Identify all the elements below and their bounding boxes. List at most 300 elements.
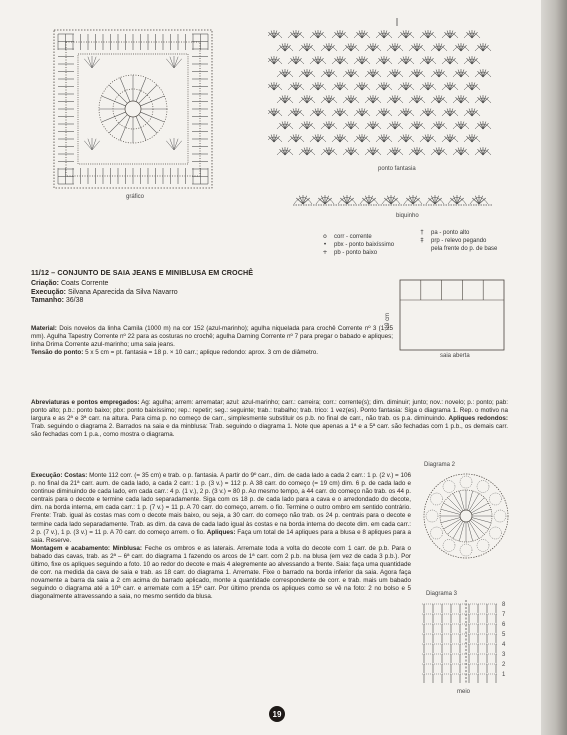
montagem-label: Montagem e acabamento: Minblusa: xyxy=(31,544,142,552)
pattern-mark xyxy=(329,44,332,51)
pattern-mark xyxy=(88,139,92,150)
pattern-mark xyxy=(457,196,461,204)
stitch-legend-right xyxy=(417,229,497,253)
pattern-mark xyxy=(326,122,329,129)
pattern-mark xyxy=(461,96,464,103)
pattern-mark xyxy=(392,70,395,77)
pattern-mark xyxy=(413,198,420,204)
pattern-mark xyxy=(369,196,373,204)
pattern-mark xyxy=(299,196,303,204)
abbrev-text: Ag: agulha; arrem: arrematar; azul: azul-marinho; carr.: carreira; corr.: corrente(s); dim. diminuir; junto; nov.: novelo; p.: ponto; pab: ponto alto; p.b.: ponto baixo; pbx: ponto baixíssimo; rep.: repetir; seg.: seguinte; trab.: trabalho; trab. trico: 1 vez(es). Ponto fantasia: Siga o diagrama 1. Rep. o motivo na largura e as 2ª e 3ª carr. na altura. Para cima p. no começo de carr., simplesmente substituir os p.b. no final de carr., não trab. os p.a. diminuindo. xyxy=(31,399,509,423)
pattern-mark xyxy=(453,196,457,204)
pattern-mark xyxy=(431,493,443,505)
pattern-mark xyxy=(384,109,387,116)
pattern-mark xyxy=(362,198,369,204)
pattern-mark xyxy=(413,196,417,204)
legend-label: pela frente do p. de base xyxy=(431,246,498,252)
pattern-mark xyxy=(340,31,343,38)
pattern-mark xyxy=(174,59,182,68)
pattern-mark xyxy=(447,135,450,142)
pattern-mark xyxy=(370,44,373,51)
meta-value: 36/38 xyxy=(63,297,84,305)
pattern-mark xyxy=(436,70,439,77)
pattern-mark xyxy=(450,109,453,116)
edging-caption: biquinho xyxy=(396,213,419,219)
pattern-mark xyxy=(340,57,343,64)
pattern-mark xyxy=(439,148,442,155)
legend-symbol: • xyxy=(323,241,327,248)
pattern-mark xyxy=(373,70,376,77)
pattern-mark xyxy=(439,70,442,77)
pattern-mark xyxy=(472,198,479,204)
pattern-mark xyxy=(483,96,486,103)
pattern-mark xyxy=(472,509,491,514)
pattern-mark xyxy=(174,139,178,150)
pattern-mark xyxy=(479,198,486,204)
pattern-mark xyxy=(271,109,274,116)
pattern-mark xyxy=(362,83,365,90)
legend-symbol: ‡ xyxy=(420,237,424,244)
pattern-mark xyxy=(359,31,362,38)
pattern-mark xyxy=(477,481,489,493)
materials-label: Material: xyxy=(31,325,57,332)
pattern-mark xyxy=(436,96,439,103)
pattern-mark xyxy=(304,44,307,51)
article-meta xyxy=(31,280,178,306)
pattern-mark xyxy=(392,44,395,51)
pattern-mark xyxy=(348,96,351,103)
pattern-mark xyxy=(304,96,307,103)
pattern-mark xyxy=(348,70,351,77)
pattern-mark xyxy=(443,539,455,551)
pattern-mark xyxy=(315,83,318,90)
page-binding-edge xyxy=(541,0,567,735)
pattern-mark xyxy=(370,148,373,155)
pattern-mark xyxy=(84,59,92,68)
pattern-mark xyxy=(139,85,157,103)
pattern-mark xyxy=(102,96,126,106)
diagram3-row-number: 4 xyxy=(502,642,506,648)
pattern-mark xyxy=(494,510,506,522)
diagram3-row-number: 7 xyxy=(502,612,506,618)
pattern-mark xyxy=(307,70,310,77)
pattern-mark xyxy=(307,122,310,129)
pattern-mark xyxy=(392,148,395,155)
pattern-mark xyxy=(329,122,332,129)
pattern-mark xyxy=(359,83,362,90)
skirt-measure: 19 cm xyxy=(385,312,392,330)
pattern-mark xyxy=(480,122,483,129)
pattern-mark xyxy=(362,57,365,64)
pattern-mark xyxy=(285,96,288,103)
pattern-mark xyxy=(274,83,277,90)
pattern-mark xyxy=(92,59,100,68)
pattern-mark xyxy=(285,148,288,155)
pattern-mark xyxy=(428,57,431,64)
pattern-mark xyxy=(426,510,438,522)
diagram3-row-number: 3 xyxy=(502,652,506,658)
pattern-mark xyxy=(458,44,461,51)
legend-label: corr - corrente xyxy=(334,234,372,240)
pattern-mark xyxy=(84,141,92,150)
pattern-mark xyxy=(489,493,501,505)
pattern-mark xyxy=(92,139,96,150)
pattern-mark xyxy=(387,196,391,204)
pattern-mark xyxy=(436,122,439,129)
pattern-mark xyxy=(384,135,387,142)
pattern-mark xyxy=(274,135,277,142)
pattern-mark xyxy=(359,135,362,142)
pattern-mark xyxy=(362,31,365,38)
pattern-mark xyxy=(351,70,354,77)
diagram3-row-number: 1 xyxy=(502,672,506,678)
pattern-mark xyxy=(475,196,479,204)
pattern-mark xyxy=(403,109,406,116)
pattern-mark xyxy=(441,509,460,514)
abbrev-label: Abreviaturas e pontos empregados: xyxy=(31,399,140,406)
pattern-mark xyxy=(296,135,299,142)
pattern-mark xyxy=(477,539,489,551)
meta-row xyxy=(31,280,178,289)
pattern-mark xyxy=(282,96,285,103)
pattern-mark xyxy=(409,196,413,204)
pattern-mark xyxy=(303,196,307,204)
pattern-mark xyxy=(307,44,310,51)
abbrev-paragraph xyxy=(31,399,508,439)
pattern-mark xyxy=(428,198,435,204)
pattern-mark xyxy=(472,109,475,116)
pattern-mark xyxy=(468,491,473,510)
pattern-mark xyxy=(340,83,343,90)
pattern-mark xyxy=(439,44,442,51)
pattern-mark xyxy=(315,109,318,116)
pattern-mark xyxy=(139,115,157,133)
legend-row xyxy=(320,241,394,249)
pattern-mark xyxy=(469,83,472,90)
pattern-mark xyxy=(472,31,475,38)
pattern-mark xyxy=(293,31,296,38)
pattern-mark xyxy=(337,31,340,38)
diagram3-row-number: 8 xyxy=(502,602,506,608)
pattern-mark xyxy=(425,57,428,64)
pattern-mark xyxy=(315,57,318,64)
pattern-mark xyxy=(428,31,431,38)
article-body xyxy=(31,325,393,357)
apliques-text: Trab. seguindo o diagrama 2. Barrados na saia e da minblusa: Trab. seguindo o diagrama 1. Note que apenas a 1ª e a 5ª carr. são fechadas com 1 p.b., os demais carr. são fechadas com 1 p.a., como mostra o diagrama. xyxy=(31,423,508,439)
pattern-mark xyxy=(293,135,296,142)
legend-row xyxy=(417,245,497,253)
pattern-mark xyxy=(450,31,453,38)
pattern-mark xyxy=(450,57,453,64)
pattern-mark xyxy=(318,57,321,64)
round-motif-diagram xyxy=(420,470,512,562)
pattern-mark xyxy=(425,31,428,38)
pattern-mark xyxy=(337,109,340,116)
pattern-mark xyxy=(88,57,92,68)
pattern-mark xyxy=(447,109,450,116)
pattern-mark xyxy=(370,96,373,103)
pattern-mark xyxy=(461,148,464,155)
pattern-mark xyxy=(271,57,274,64)
pattern-mark xyxy=(417,148,420,155)
pattern-mark xyxy=(373,148,376,155)
pattern-mark xyxy=(458,70,461,77)
pattern-mark xyxy=(391,196,395,204)
pattern-mark xyxy=(326,44,329,51)
pattern-mark xyxy=(274,31,277,38)
pattern-mark xyxy=(431,196,435,204)
pattern-mark xyxy=(414,70,417,77)
pattern-mark xyxy=(285,122,288,129)
pattern-mark xyxy=(381,31,384,38)
legend-symbol: † xyxy=(420,229,424,236)
pattern-mark xyxy=(489,527,501,539)
pattern-mark xyxy=(318,109,321,116)
pattern-mark xyxy=(384,198,391,204)
pattern-mark xyxy=(435,196,439,204)
pattern-mark xyxy=(395,148,398,155)
legend-label: prp - relevo pegando xyxy=(431,238,487,244)
meta-value: Coats Corrente xyxy=(59,280,109,287)
pattern-mark xyxy=(392,122,395,129)
pattern-mark xyxy=(395,70,398,77)
pattern-mark xyxy=(457,198,464,204)
article-body-narrow xyxy=(31,472,411,602)
pattern-mark xyxy=(303,198,310,204)
execution-label: Execução: Costas: xyxy=(31,472,88,479)
pattern-mark xyxy=(468,522,473,541)
pattern-mark xyxy=(428,109,431,116)
stitch-pattern-diagram xyxy=(268,18,494,162)
pattern-mark xyxy=(120,78,130,102)
pattern-mark xyxy=(325,198,332,204)
pattern-mark xyxy=(469,57,472,64)
pattern-mark xyxy=(439,122,442,129)
pattern-mark xyxy=(406,109,409,116)
pattern-mark xyxy=(472,518,491,523)
pattern-mark xyxy=(458,148,461,155)
pattern-mark xyxy=(483,70,486,77)
pattern-mark xyxy=(417,44,420,51)
pattern-mark xyxy=(406,83,409,90)
pattern-mark xyxy=(392,96,395,103)
pattern-mark xyxy=(285,70,288,77)
pattern-mark xyxy=(285,44,288,51)
legend-row xyxy=(320,249,394,257)
pattern-mark xyxy=(348,122,351,129)
pattern-mark xyxy=(307,96,310,103)
pattern-mark xyxy=(347,198,354,204)
diagram3-bottom-label: meio xyxy=(457,689,471,695)
pattern-mark xyxy=(362,109,365,116)
pattern-mark xyxy=(459,522,464,541)
pattern-mark xyxy=(325,196,329,204)
pattern-mark xyxy=(460,476,472,488)
pattern-mark xyxy=(395,96,398,103)
pattern-mark xyxy=(450,198,457,204)
pattern-mark xyxy=(315,135,318,142)
pattern-mark xyxy=(460,544,472,556)
legend-label: pb - ponto baixo xyxy=(334,250,378,256)
pattern-mark xyxy=(274,57,277,64)
pattern-mark xyxy=(436,148,439,155)
pattern-mark xyxy=(469,31,472,38)
pattern-mark xyxy=(109,115,127,133)
pattern-mark xyxy=(318,31,321,38)
pattern-mark xyxy=(414,122,417,129)
pattern-mark xyxy=(384,31,387,38)
pattern-mark xyxy=(403,135,406,142)
legend-row xyxy=(417,229,497,237)
meta-value: Silvana Aparecida da Silva Navarro xyxy=(66,288,178,296)
pattern-mark xyxy=(381,57,384,64)
pattern-mark xyxy=(109,85,127,103)
page-number: 19 xyxy=(269,706,285,722)
pattern-mark xyxy=(362,135,365,142)
meta-row xyxy=(31,289,178,298)
montagem-text: Feche os ombros e as laterais. Arremate toda a volta do decote com 1 carr. de p.b. Para o babado das cavas, trab. as 2ª – 6ª carr. do diagrama 1 fazendo os arcos de 1ª carr. com 2 p.b. na blusa (em vez de cada 3 p.b.). Por último, fixe os apliques seguindo a foto. 10 ao redor do decote e mais 4 alegremente ao alvessando a frente. Saia: faça uma quantidade de corr. na medida da cava de saia e trab. as 18 carr. do diagrama 1. Arremate. Fixe o barrado na borda inferior da saia. Agora faça novamente a barra da saia a 2 cm acima do barrado aplicado, monte a quantidade correspondente de corr. e trab. mais um babado seguindo o diagrama até a 10ª carr. e arremate com a 15ª carr. Por último prenda os apliques como se vê na foto: 2 no bolso e 5 diagonalmente atravessando a saia, no mesmo sentido da blusa. xyxy=(31,544,411,601)
tension-text: 5 x 5 cm = pt. fantasia = 18 p. × 10 carr.; aplique redondo: aprox. 3 cm de diâmetro. xyxy=(83,349,319,357)
pattern-mark xyxy=(479,196,483,204)
pattern-mark xyxy=(480,96,483,103)
pattern-mark xyxy=(381,109,384,116)
pattern-mark xyxy=(406,198,413,204)
pattern-mark xyxy=(365,196,369,204)
pattern-mark xyxy=(326,70,329,77)
pattern-mark xyxy=(282,44,285,51)
pattern-mark xyxy=(337,57,340,64)
tension-paragraph xyxy=(31,349,393,357)
pattern-mark xyxy=(450,83,453,90)
pattern-mark xyxy=(417,96,420,103)
pattern-mark xyxy=(461,122,464,129)
pattern-mark xyxy=(403,31,406,38)
graph-caption: gráfico xyxy=(126,194,145,200)
pattern-mark xyxy=(326,96,329,103)
stitch-pattern-caption: ponto fantasia xyxy=(378,166,416,172)
pattern-mark xyxy=(469,109,472,116)
article-body-wide xyxy=(31,399,508,439)
pattern-mark xyxy=(174,141,182,150)
pattern-mark xyxy=(271,31,274,38)
apliques2-label: Apliques: xyxy=(206,528,236,536)
legend-label: pbx - ponto baixíssimo xyxy=(334,242,395,248)
pattern-mark xyxy=(391,198,398,204)
materials-text: Dois novelos da linha Camila (1000 m) na cor 152 (azul-marinho); agulha niquelada para crochê Corrente nº 3 (1,25 mm). Agulha Tapestry Corrente nº 22 para as costuras no crochê; agulha Darning Corrente nº 7 para pregar o babado e apliques; linha Drima Corrente azul-marinho; uma saia jeans. xyxy=(31,325,393,349)
pattern-mark xyxy=(296,31,299,38)
pattern-mark xyxy=(370,122,373,129)
pattern-mark xyxy=(304,70,307,77)
pattern-mark xyxy=(406,135,409,142)
pattern-mark xyxy=(271,83,274,90)
pattern-mark xyxy=(370,70,373,77)
pattern-mark xyxy=(373,122,376,129)
pattern-mark xyxy=(337,83,340,90)
pattern-mark xyxy=(293,109,296,116)
pattern-mark xyxy=(282,70,285,77)
diagram3-row-number: 5 xyxy=(502,632,506,638)
legend-row xyxy=(320,233,394,241)
pattern-mark xyxy=(351,96,354,103)
pattern-mark xyxy=(384,83,387,90)
pattern-mark xyxy=(459,491,464,510)
pattern-mark xyxy=(373,96,376,103)
pattern-mark xyxy=(436,44,439,51)
pattern-mark xyxy=(359,57,362,64)
pattern-mark xyxy=(480,148,483,155)
pattern-mark xyxy=(318,83,321,90)
pattern-mark xyxy=(340,109,343,116)
pattern-mark xyxy=(140,112,164,122)
meta-label: Criação: xyxy=(31,280,60,287)
pattern-mark xyxy=(293,83,296,90)
pattern-mark xyxy=(406,57,409,64)
pattern-mark xyxy=(315,31,318,38)
legend-label: pa - ponto alto xyxy=(431,230,470,236)
execution-paragraph xyxy=(31,472,411,545)
pattern-mark xyxy=(348,44,351,51)
diagram2-caption: Diagrama 2 xyxy=(424,462,456,468)
meta-row xyxy=(31,297,178,306)
execution-text: Monte 112 corr. (= 35 cm) e trab. o p. fantasia. A partir do 9º carr., dim. de cada lado a cada 2 carr.: 1 p. (2 v.) = 106 p. no final da 21ª carr. aum. de cada lado, a cada 2 carr.: 1 p. (3 v.) = 112 p. A 38 carr. do começo (= 19 cm) dim. 6 p. de cada lado e continue diminuindo de cada lado, em cada carr.: 4 p. (1 v.), 2 p. (3 v.) = 80 p. Ao mesmo tempo, a 44 carr. do começo não trab. os 44 p. centrais para o decote e termine cada lado separadamente. Siga com os 18 p. de cada lado para a cava e o arredondado do decote, dim. na borda interna, em cada carr.: 1 p. (7 v.) = 11 p. A 70 carr. do começo, arrem. o fio. Termine o outro ombro em sentido contrário. Frente: Trab. igual às costas mas com o decote mais baixo, ou seja, a 30 carr. do começo não trab. os 24 p. centrais para o decote e termine cada lado separadamente. Trab. as dim. da cava de cada lado igual às costas e na borda interna do decote dim. em cada carr.: 2 p. (7 v.), 1 p. (3 v.) = 11 p. A 70 carr. do começo arrem. o fio. xyxy=(31,472,412,536)
pattern-mark xyxy=(428,83,431,90)
pattern-mark xyxy=(307,148,310,155)
pattern-mark xyxy=(318,135,321,142)
pattern-mark xyxy=(483,44,486,51)
pattern-mark xyxy=(425,109,428,116)
pattern-mark xyxy=(441,518,460,523)
pattern-mark xyxy=(483,122,486,129)
pattern-mark xyxy=(447,31,450,38)
pattern-mark xyxy=(304,148,307,155)
sleeve-edging-diagram xyxy=(420,600,510,686)
pattern-mark xyxy=(92,57,96,68)
apliques-label: Apliques redondos: xyxy=(448,415,509,423)
pattern-mark xyxy=(403,57,406,64)
pattern-mark xyxy=(439,96,442,103)
pattern-mark xyxy=(428,135,431,142)
pattern-mark xyxy=(425,83,428,90)
pattern-mark xyxy=(403,83,406,90)
pattern-mark xyxy=(414,96,417,103)
pattern-mark xyxy=(326,148,329,155)
pattern-mark xyxy=(282,122,285,129)
pattern-mark xyxy=(425,135,428,142)
pattern-mark xyxy=(170,139,174,150)
pattern-mark xyxy=(381,83,384,90)
skirt-schematic xyxy=(398,276,508,354)
article-heading: 11/12 – CONJUNTO DE SAIA JEANS E MINIBLUSA EM CROCHÊ xyxy=(31,268,254,277)
legend-symbol: + xyxy=(322,249,328,256)
pattern-mark xyxy=(450,135,453,142)
pattern-mark xyxy=(447,57,450,64)
pattern-mark xyxy=(351,148,354,155)
diagram3-row-number: 2 xyxy=(502,662,506,668)
pattern-mark xyxy=(321,196,325,204)
diagram3-row-number: 6 xyxy=(502,622,506,628)
pattern-mark xyxy=(458,96,461,103)
pattern-mark xyxy=(443,481,455,493)
legend-row xyxy=(417,237,497,245)
skirt-caption: saia aberta xyxy=(440,353,470,359)
montagem-paragraph xyxy=(31,545,411,602)
pattern-mark xyxy=(417,70,420,77)
pattern-mark xyxy=(304,122,307,129)
pattern-mark xyxy=(461,70,464,77)
pattern-mark xyxy=(472,57,475,64)
pattern-mark xyxy=(431,527,443,539)
pattern-mark xyxy=(347,196,351,204)
